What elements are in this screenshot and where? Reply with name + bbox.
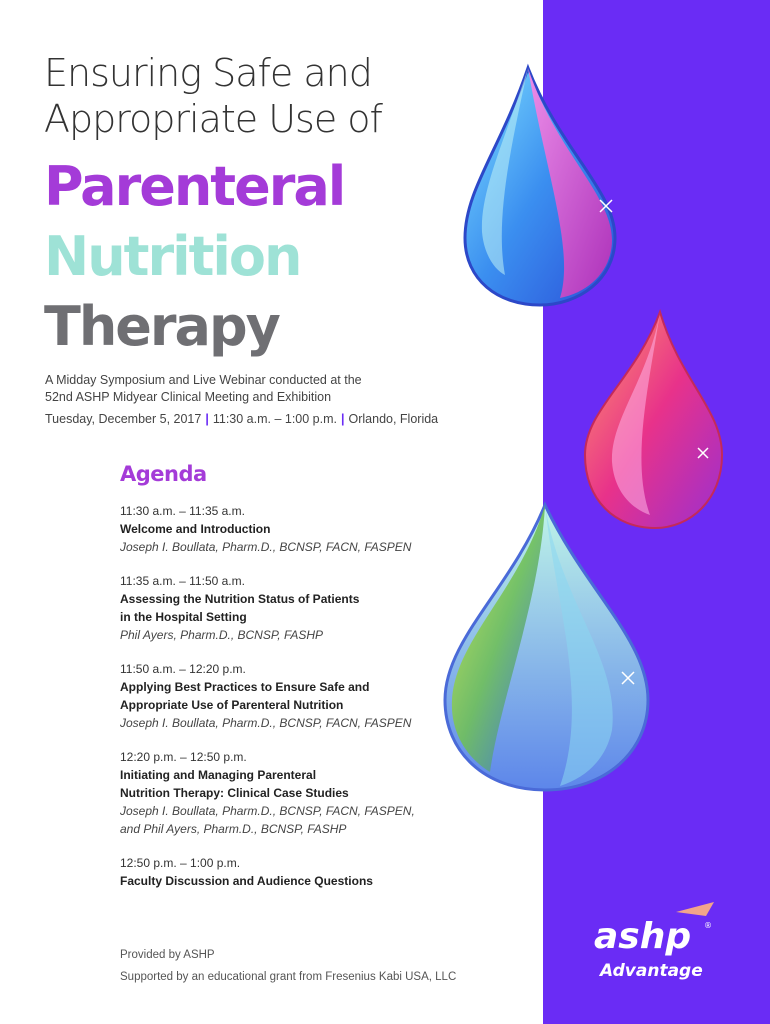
agenda-item	[120, 502, 450, 556]
agenda-item-heading: in the Hospital Setting	[120, 610, 247, 624]
logo-sub: Advantage	[600, 961, 703, 981]
title-nutrition: Nutrition	[44, 225, 301, 288]
agenda-item	[120, 854, 450, 890]
agenda-item-speaker: Joseph I. Boullata, Pharm.D., BCNSP, FACN, FASPEN	[120, 540, 412, 554]
agenda-item-speaker: Joseph I. Boullata, Pharm.D., BCNSP, FACN, FASPEN	[120, 716, 412, 730]
event-date: Tuesday, December 5, 2017	[45, 412, 202, 426]
agenda-item-heading: Initiating and Managing Parenteral	[120, 768, 317, 782]
agenda	[120, 462, 450, 906]
agenda-item-time: 12:20 p.m. – 12:50 p.m.	[120, 750, 247, 764]
intro-line-1: A Midday Symposium and Live Webinar conducted at the	[45, 373, 362, 387]
dateline	[45, 412, 525, 426]
agenda-item-time: 12:50 p.m. – 1:00 p.m.	[120, 856, 241, 870]
agenda-item	[120, 572, 450, 644]
agenda-item-heading: Faculty Discussion and Audience Questions	[120, 874, 373, 888]
event-time: 11:30 a.m. – 1:00 p.m.	[212, 412, 337, 426]
agenda-item	[120, 660, 450, 732]
agenda-item-speaker: and Phil Ayers, Pharm.D., BCNSP, FASHP	[120, 822, 347, 836]
agenda-items	[120, 502, 450, 890]
purple-side-band	[543, 0, 770, 1024]
supported-by: Supported by an educational grant from Fresenius Kabi USA, LLC	[120, 971, 457, 983]
separator: |	[205, 412, 209, 426]
title-block	[44, 50, 484, 362]
agenda-item-heading: Appropriate Use of Parenteral Nutrition	[120, 698, 344, 712]
agenda-item-speaker: Phil Ayers, Pharm.D., BCNSP, FASHP	[120, 628, 324, 642]
agenda-item	[120, 748, 450, 838]
agenda-item-time: 11:35 a.m. – 11:50 a.m.	[120, 574, 245, 588]
logo-swoosh-icon	[676, 902, 714, 916]
event-place: Orlando, Florida	[348, 412, 439, 426]
logo-registered: ®	[704, 921, 712, 930]
logo-word: ashp	[594, 916, 692, 957]
agenda-item-speaker: Joseph I. Boullata, Pharm.D., BCNSP, FACN, FASPEN,	[120, 804, 415, 818]
footer	[120, 944, 520, 988]
agenda-title: Agenda	[120, 462, 207, 486]
agenda-item-heading: Welcome and Introduction	[120, 522, 271, 536]
title-therapy: Therapy	[44, 295, 279, 358]
agenda-item-heading: Nutrition Therapy: Clinical Case Studies	[120, 786, 349, 800]
agenda-item-time: 11:30 a.m. – 11:35 a.m.	[120, 504, 245, 518]
title-line-1: Ensuring Safe and	[44, 51, 372, 95]
intro-text	[45, 372, 525, 406]
title-parenteral: Parenteral	[44, 155, 345, 218]
agenda-item-time: 11:50 a.m. – 12:20 p.m.	[120, 662, 246, 676]
title-line-2: Appropriate Use of	[44, 97, 382, 141]
separator: |	[341, 412, 345, 426]
agenda-item-heading: Applying Best Practices to Ensure Safe and	[120, 680, 370, 694]
provided-by: Provided by ASHP	[120, 949, 215, 961]
agenda-item-heading: Assessing the Nutrition Status of Patients	[120, 592, 360, 606]
ashp-advantage-logo	[586, 900, 726, 990]
intro-line-2: 52nd ASHP Midyear Clinical Meeting and Exhibition	[45, 390, 332, 404]
